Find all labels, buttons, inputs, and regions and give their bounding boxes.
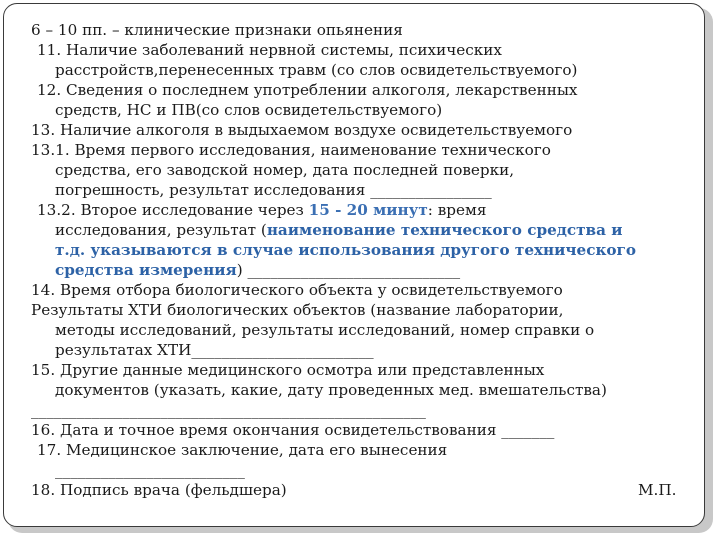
line-7: 13.1. Время первого исследования, наименование технического [31, 141, 551, 159]
line-23: _________________________ [55, 461, 245, 479]
line-16: методы исследований, результаты исследований, номер справки о [55, 321, 595, 339]
stamp-label: М.П. [638, 481, 677, 499]
line-22: 17. Медицинское заключение, дата его вынесения [37, 441, 448, 459]
line-21: 16. Дата и точное время окончания освидетельствования _______ [31, 421, 555, 439]
signature-label: 18. Подпись врача (фельдшера) [31, 481, 287, 499]
line-13 [31, 260, 701, 280]
line-20: ____________________________________________________ [31, 401, 426, 419]
line-17: результатах ХТИ________________________ [55, 341, 374, 359]
line-10-c: : время [427, 201, 487, 219]
line-15: Результаты ХТИ биологических объектов (название лаборатории, [31, 301, 564, 319]
interval-highlight: 15 - 20 минут [308, 201, 428, 219]
line-10-a: 13.2. Второе исследование через [37, 201, 309, 219]
line-5: средств, НС и ПВ(со слов освидетельствуемого) [55, 101, 443, 119]
line-9: погрешность, результат исследования ________________ [55, 181, 492, 199]
line-19: документов (указать, какие, дату проведенных мед. вмешательства) [55, 381, 607, 399]
line-8: средства, его заводской номер, дата последней поверки, [55, 161, 515, 179]
line-12-highlight: т.д. указываются в случае использования другого технического [55, 241, 636, 259]
document-text [31, 20, 701, 500]
line-1: 6 – 10 пп. – клинические признаки опьянения [31, 21, 403, 39]
line-24 [31, 480, 701, 500]
line-13-highlight: средства измерения [55, 261, 237, 279]
line-14: 14. Время отбора биологического объекта у освидетельствуемого [31, 281, 563, 299]
slide-card [3, 3, 705, 527]
line-11 [31, 220, 701, 240]
line-11-a: исследования, результат ( [55, 221, 267, 239]
line-11-highlight: наименование технического средства и [266, 221, 623, 239]
line-6: 13. Наличие алкоголя в выдыхаемом воздухе освидетельствуемого [31, 121, 573, 139]
line-2: 11. Наличие заболеваний нервной системы, психических [37, 41, 502, 59]
line-13-b: ) ____________________________ [236, 261, 461, 279]
line-4: 12. Сведения о последнем употреблении алкоголя, лекарственных [37, 81, 578, 99]
line-10 [31, 200, 701, 220]
line-18: 15. Другие данные медицинского осмотра или представленных [31, 361, 545, 379]
line-3: расстройств,перенесенных травм (со слов освидетельствуемого) [55, 61, 578, 79]
